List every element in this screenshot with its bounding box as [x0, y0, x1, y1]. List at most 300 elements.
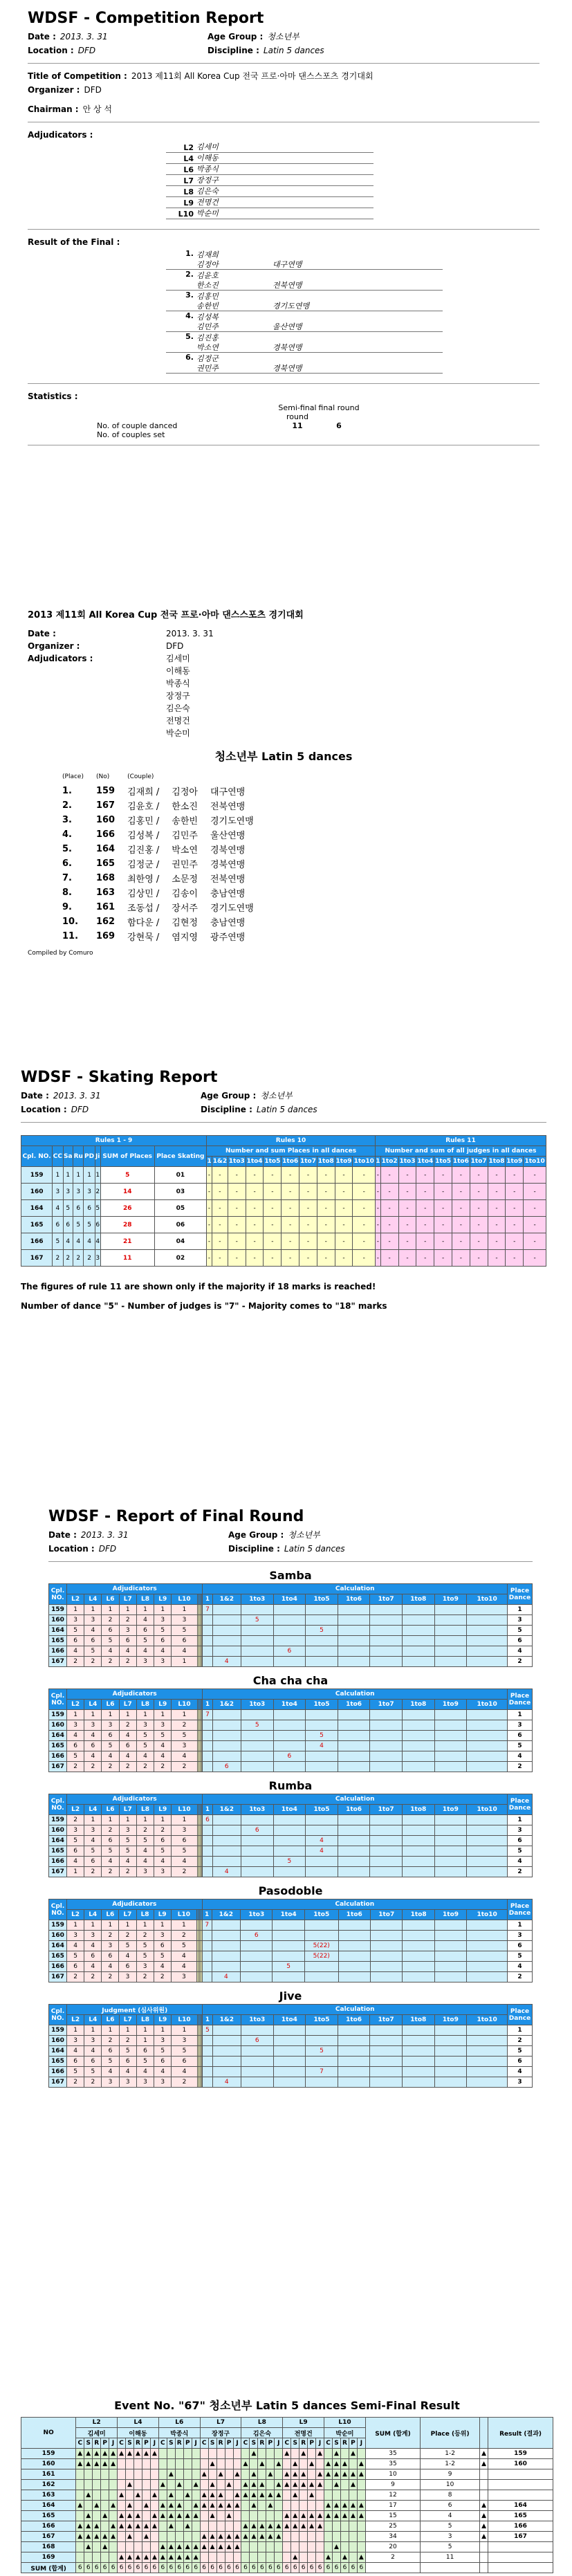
dance-mark: 2 [67, 2077, 84, 2088]
dance-calc-empty [467, 2046, 508, 2057]
semi-mark: ▲ [183, 2490, 192, 2501]
skating-r10-cell: - [335, 1167, 353, 1184]
dance-judge-head: L6 [102, 2015, 119, 2025]
final-club: 울산연맹 [273, 322, 302, 331]
skating-rules10: Rules 10 [207, 1136, 376, 1146]
dance-calc [306, 2077, 338, 2088]
competition-organizer: DFD [84, 85, 102, 95]
skating-r11-cell: - [506, 1184, 524, 1200]
semi-mark: ▲ [250, 2521, 258, 2532]
skating-r10-cell: - [246, 1233, 264, 1250]
skating-r10-cell: - [207, 1167, 212, 1184]
skating-dance-place: 5 [73, 1217, 84, 1233]
final-result-group [166, 249, 443, 270]
dance-mark: 4 [67, 1646, 84, 1657]
semi-mark-head [480, 2418, 488, 2449]
dance-cpl-no: 165 [49, 1741, 67, 1751]
dance-mark: 1 [67, 1710, 84, 1720]
skating-cpl-no: 167 [21, 1250, 53, 1267]
skating-r10-cell: - [335, 1250, 353, 1267]
semi-mark: ▲ [175, 2542, 183, 2552]
dance-calc [273, 2036, 306, 2046]
dance-place: 1 [508, 1920, 533, 1931]
dance-mark: 3 [119, 1825, 136, 1836]
dance-mark: 4 [119, 1951, 136, 1962]
dance-mark: 5 [136, 1941, 154, 1951]
semi-mark: ▲ [340, 2469, 349, 2480]
dance-mark: 5 [84, 1846, 102, 1857]
dance-calc-col: 1to7 [370, 1700, 403, 1710]
semi-no: 160 [21, 2459, 76, 2469]
dance-mark: 2 [136, 1972, 154, 1982]
semi-mark [250, 2552, 258, 2563]
semi-mark: ▲ [118, 2521, 126, 2532]
dance-calc-empty [370, 2046, 403, 2057]
semi-mark [241, 2511, 250, 2521]
semi-mark: ▲ [133, 2511, 142, 2521]
final-place: 3. [185, 291, 194, 300]
semi-sub-head: C [200, 2438, 208, 2449]
semi-mark: ▲ [316, 2449, 324, 2459]
semi-judge-code: L2 [76, 2418, 118, 2428]
dance-calc: 6 [273, 1646, 306, 1657]
dance-calc-empty [402, 1825, 434, 1836]
dance-place: 1 [508, 1815, 533, 1825]
semi-mark: ▲ [158, 2501, 167, 2511]
competition-discipline: Latin 5 dances [263, 46, 324, 55]
skating-r11-cell: - [434, 1167, 452, 1184]
dance-calc-empty [402, 1867, 434, 1877]
dance-head-row [49, 1805, 533, 1815]
semi-sub-head: P [225, 2438, 233, 2449]
dance-mark: 1 [136, 1920, 154, 1931]
dance-calc-empty [403, 1941, 434, 1951]
dance-mark: 1 [102, 1710, 119, 1720]
semi-mark: ▲ [291, 2469, 299, 2480]
summary-cell: 전북연맹 [210, 802, 246, 812]
semi-mark [299, 2552, 308, 2563]
dance-mark: 1 [136, 1710, 154, 1720]
semi-mark: ▲ [101, 2449, 109, 2459]
semi-mark: ▲ [101, 2459, 109, 2469]
dance-calc-empty [402, 1636, 434, 1646]
skating-r10-cell: - [317, 1233, 335, 1250]
dance-mark: 4 [67, 1857, 84, 1867]
skating-r10-cell: - [282, 1167, 299, 1184]
dance-calc-empty [370, 2025, 403, 2036]
dance-cpl-head: Cpl. NO. [49, 1584, 67, 1605]
dance-calc: 6 [203, 1815, 212, 1825]
dance-cpl-head: Cpl. NO. [49, 1689, 67, 1710]
summary-cell: 168 [95, 873, 116, 883]
dance-mark: 4 [84, 1836, 102, 1846]
semi-mark [340, 2532, 349, 2542]
dance-calc-head: Calculation [203, 1689, 508, 1700]
semi-mark [291, 2542, 299, 2552]
dance-calc-col: 1to10 [467, 2015, 508, 2025]
semi-no: 167 [21, 2532, 76, 2542]
dance-mark: 5 [84, 2067, 102, 2077]
skating-r10-cell: - [335, 1184, 353, 1200]
summary-cell: 대구연맹 [210, 787, 246, 798]
semi-no: 161 [21, 2469, 76, 2480]
dance-mark: 3 [172, 1741, 197, 1751]
summary-head: (Couple) [127, 773, 154, 780]
summary-row [57, 784, 259, 798]
semi-sum: 35 [365, 2459, 420, 2469]
dance-mark: 2 [172, 2077, 197, 2088]
dance-place: 1 [508, 1710, 533, 1720]
skating-r11-cell: - [398, 1250, 416, 1267]
skating-col11: 1to10 [524, 1157, 546, 1167]
dance-place: 2 [508, 1762, 533, 1772]
semi-judge-name: 박종식 [158, 2428, 200, 2438]
adjudicator-row [166, 164, 373, 175]
semi-sub-head: P [349, 2438, 357, 2449]
semi-mark [283, 2532, 291, 2542]
skating-r11-cell: - [380, 1217, 398, 1233]
semi-mark: 6 [316, 2563, 324, 2573]
final-result-line [166, 270, 443, 279]
dance-calc: 4 [306, 1846, 338, 1857]
dance-mark: 1 [84, 2025, 102, 2036]
dance-judge-head: L7 [119, 1805, 136, 1815]
semi-mark [349, 2542, 357, 2552]
semi-mark: ▲ [258, 2521, 266, 2532]
dance-calc-col: 1to5 [304, 1910, 338, 1920]
semi-mark: ▲ [349, 2501, 357, 2511]
semi-mark [200, 2511, 208, 2521]
semi-mark [349, 2490, 357, 2501]
dance-mark: 3 [84, 1931, 102, 1941]
dance-calc-empty [467, 1825, 508, 1836]
dance-calc-col: 1to10 [467, 1910, 508, 1920]
dance-judge-head: L2 [67, 1700, 84, 1710]
semi-mark: 6 [241, 2563, 250, 2573]
skating-place: 02 [154, 1250, 206, 1267]
dance-mark: 4 [136, 1857, 154, 1867]
final-name-a: 김홍민 [196, 292, 219, 301]
dance-calc-col: 1to4 [273, 1910, 304, 1920]
dance-calc [306, 2036, 338, 2046]
dance-mark: 1 [67, 2025, 84, 2036]
semi-mark: ▲ [275, 2459, 283, 2469]
dance-calc-col: 1to8 [403, 1910, 434, 1920]
semi-mark: ▲ [316, 2480, 324, 2490]
semi-sub-head: P [308, 2438, 316, 2449]
dance-row [49, 1931, 533, 1941]
dance-calc-empty [467, 1626, 508, 1636]
skating-dance-place: 1 [84, 1167, 95, 1184]
semi-judge-name: 전명건 [283, 2428, 324, 2438]
semi-sub-head: R [216, 2438, 225, 2449]
semi-mark [216, 2511, 225, 2521]
dance-judge-head: L6 [102, 1700, 119, 1710]
dance-mark: 5 [67, 1836, 84, 1846]
semi-mark [250, 2459, 258, 2469]
dance-calc-col: 1to7 [370, 1594, 403, 1605]
dance-calc-empty [402, 2067, 434, 2077]
dance-mark: 1 [119, 2025, 136, 2036]
semi-mark: ▲ [150, 2552, 158, 2563]
dance-calc-empty [434, 1636, 467, 1646]
summary-cell: 167 [95, 800, 116, 811]
dance-calc: 4 [306, 1741, 338, 1751]
semi-mark [183, 2501, 192, 2511]
dance-calc-empty [467, 2067, 508, 2077]
dance-calc-col: 1to3 [241, 1594, 274, 1605]
dance-calc-col: 1to7 [370, 2015, 403, 2025]
skating-r11-cell: - [470, 1167, 488, 1184]
semi-mark [118, 2480, 126, 2490]
dance-calc-empty [338, 1626, 370, 1636]
dance-calc-empty [338, 1962, 370, 1972]
dance-place: 5 [508, 2046, 533, 2057]
semi-mark: ▲ [126, 2449, 134, 2459]
dance-place: 5 [508, 1951, 533, 1962]
final-name-b: 김민주 [196, 322, 219, 331]
dance-mark: 1 [136, 2036, 154, 2046]
summary-cell: 10. [62, 917, 79, 927]
dance-calc: 4 [212, 1972, 240, 1982]
dance-place-head: Place Dance [508, 1584, 533, 1605]
dance-mark: 3 [154, 1931, 171, 1941]
dance-calc-empty [370, 1646, 403, 1657]
dance-calc-col: 1to3 [241, 1910, 273, 1920]
dance-calc [203, 1751, 212, 1762]
dance-mark: 1 [172, 2025, 197, 2036]
dance-calc-col: 1to9 [434, 1910, 466, 1920]
dance-calc-empty [467, 1951, 508, 1962]
dance-cpl-no: 166 [49, 1646, 67, 1657]
semi-mark [349, 2532, 357, 2542]
dance-judge-head: L4 [84, 1805, 102, 1815]
skating-r11-cell: - [506, 1250, 524, 1267]
dance-calc-col: 1to10 [467, 1700, 508, 1710]
dance-mark: 6 [102, 1951, 119, 1962]
dance-calc-empty [402, 1710, 434, 1720]
semi-sub-head: J [233, 2438, 241, 2449]
dance-calc-empty [467, 2025, 508, 2036]
semi-mark [93, 2542, 101, 2552]
adjudicator-name: 박종식 [196, 165, 219, 174]
dance-calc [273, 2057, 306, 2067]
dance-calc-col: 1 [203, 1594, 212, 1605]
dance-calc-empty [402, 1626, 434, 1636]
dance-calc [212, 1615, 241, 1626]
spacer [166, 279, 194, 289]
skating-r10-cell: - [207, 1184, 212, 1200]
dance-calc-empty [467, 1972, 508, 1982]
semi-mark: ▲ [126, 2501, 134, 2511]
skating-col11: 1to4 [416, 1157, 434, 1167]
dance-calc [306, 1720, 338, 1731]
semi-mark [192, 2490, 200, 2501]
dance-mark: 2 [102, 1657, 119, 1667]
dance-row [49, 1846, 533, 1857]
semi-row [21, 2501, 553, 2511]
semi-mark: ▲ [192, 2552, 200, 2563]
dance-calc-empty [434, 1710, 467, 1720]
semi-row [21, 2449, 553, 2459]
dance-cpl-no: 166 [49, 1857, 67, 1867]
summary-cell: 충남연맹 [210, 918, 246, 928]
dance-calc [273, 2067, 306, 2077]
dance-calc-empty [402, 1815, 434, 1825]
dance-mark: 4 [84, 1731, 102, 1741]
dance-calc [304, 1931, 338, 1941]
semi-mark [109, 2480, 118, 2490]
dance-place-head: Place Dance [508, 1899, 533, 1920]
semi-mark [142, 2459, 150, 2469]
semi-mark [150, 2542, 158, 2552]
semi-judge-code: L6 [158, 2418, 200, 2428]
final-result-group [166, 311, 443, 332]
dance-place-head: Place Dance [508, 1689, 533, 1710]
semi-mark: ▲ [308, 2490, 316, 2501]
dance-calc [273, 1657, 306, 1667]
dance-mark: 5 [154, 1951, 171, 1962]
semi-mark [158, 2449, 167, 2459]
dance-calc-empty [371, 1931, 403, 1941]
dance-calc-empty [370, 1605, 403, 1615]
semi-mark [316, 2490, 324, 2501]
dance-calc-empty [434, 2057, 467, 2067]
semi-mark [275, 2552, 283, 2563]
summary-cell: 김송이 [172, 889, 198, 899]
semi-mark [216, 2480, 225, 2490]
dance-calc-empty [338, 2036, 370, 2046]
skating-r10-cell: - [246, 1184, 264, 1200]
skating-r11-cell: - [375, 1233, 380, 1250]
dance-calc [203, 1867, 212, 1877]
summary-cell: 소문정 [172, 874, 198, 885]
dance-mark: 4 [154, 1741, 172, 1751]
dance-row [49, 2046, 533, 2057]
semi-mark [349, 2552, 357, 2563]
summary-cell: 김정군 / [127, 860, 160, 870]
semi-mark: ▲ [250, 2532, 258, 2542]
dance-calc-col: 1to4 [273, 2015, 306, 2025]
skating-r11-cell: - [470, 1217, 488, 1233]
dance-calc-col: 1to4 [273, 1594, 306, 1605]
dance-calc-empty [338, 1646, 370, 1657]
dance-row [49, 2067, 533, 2077]
semi-mark [76, 2490, 84, 2501]
dance-mark: 2 [119, 1762, 136, 1772]
semi-mark: ▲ [216, 2501, 225, 2511]
semi-mark [167, 2459, 175, 2469]
semi-mark: ▲ [93, 2501, 101, 2511]
dance-mark: 2 [102, 1762, 119, 1772]
skating-place-head: Place Skating [154, 1146, 206, 1167]
skating-r11-cell: - [416, 1184, 434, 1200]
dance-calc [304, 1920, 338, 1931]
dance-mark: 4 [154, 1962, 171, 1972]
semi-mark: ▲ [316, 2521, 324, 2532]
skating-r11-cell: - [452, 1250, 470, 1267]
semi-mark [150, 2532, 158, 2542]
dance-mark: 4 [67, 1941, 84, 1951]
dance-mark: 3 [84, 2036, 102, 2046]
dance-calc-empty [370, 1657, 403, 1667]
summary-cell: 1. [62, 786, 72, 796]
dance-place: 4 [508, 1646, 533, 1657]
dance-calc-empty [434, 1615, 467, 1626]
dance-calc [306, 1605, 338, 1615]
semi-row [21, 2552, 553, 2563]
semi-mark: ▲ [308, 2480, 316, 2490]
dance-mark: 3 [154, 2036, 172, 2046]
skating-r10-cell: - [207, 1233, 212, 1250]
dance-place-head: Place Dance [508, 1794, 533, 1815]
semi-mark: ▲ [167, 2490, 175, 2501]
semi-mark [192, 2532, 200, 2542]
skating-r11-cell: - [380, 1233, 398, 1250]
semi-mark [225, 2449, 233, 2459]
semi-mark: 6 [200, 2563, 208, 2573]
semi-mark: ▲ [283, 2469, 291, 2480]
dance-calc-empty [338, 1815, 370, 1825]
skating-col10: 1to10 [353, 1157, 376, 1167]
dance-calc [212, 2025, 241, 2036]
final-dances [48, 1569, 533, 2088]
semi-sub-head: P [142, 2438, 150, 2449]
dance-calc-empty [467, 1657, 508, 1667]
semi-mark: ▲ [283, 2521, 291, 2532]
semi-mark [142, 2542, 150, 2552]
semi-mark-col: ▲ [480, 2501, 488, 2511]
dance-row [49, 1857, 533, 1867]
semi-mark: ▲ [192, 2511, 200, 2521]
dance-judge-head: L8 [136, 1594, 154, 1605]
dance-calc-empty [371, 1951, 403, 1962]
dance-calc-empty [467, 1815, 508, 1825]
competition-title-value: 2013 제11회 All Korea Cup 전국 프로·아마 댄스스포츠 경기대회 [131, 71, 373, 81]
semi-mark: 6 [299, 2563, 308, 2573]
skating-dance-place: 3 [63, 1184, 73, 1200]
semi-mark [84, 2501, 93, 2511]
semi-mark: ▲ [349, 2480, 357, 2490]
summary-adjudicator: 박종식 [166, 679, 190, 688]
dance-cpl-no: 165 [49, 1951, 67, 1962]
semi-mark: ▲ [150, 2521, 158, 2532]
semi-mark [150, 2501, 158, 2511]
dance-mark: 3 [171, 1972, 196, 1982]
dance-calc [241, 1762, 274, 1772]
semi-mark [357, 2521, 365, 2532]
final-place: 5. [185, 332, 194, 341]
dance-calc [241, 1741, 274, 1751]
skating-row [21, 1217, 546, 1233]
semi-mark: ▲ [216, 2542, 225, 2552]
dance-mark: 2 [154, 1972, 171, 1982]
semi-sub-head: J [275, 2438, 283, 2449]
semi-mark: ▲ [233, 2532, 241, 2542]
dance-mark: 3 [172, 1615, 197, 1626]
dance-mark: 4 [136, 1615, 154, 1626]
skating-r10-cell: - [299, 1184, 317, 1200]
semi-mark [340, 2490, 349, 2501]
dance-adj-head: Adjudicators [67, 1899, 203, 1910]
dance-mark: 4 [136, 1846, 154, 1857]
dance-mark: 3 [67, 1931, 84, 1941]
semi-mark [299, 2459, 308, 2469]
semi-mark [291, 2532, 299, 2542]
semi-mark [101, 2469, 109, 2480]
skating-r10-cell: - [353, 1200, 376, 1217]
dance-calc-empty [338, 2025, 370, 2036]
